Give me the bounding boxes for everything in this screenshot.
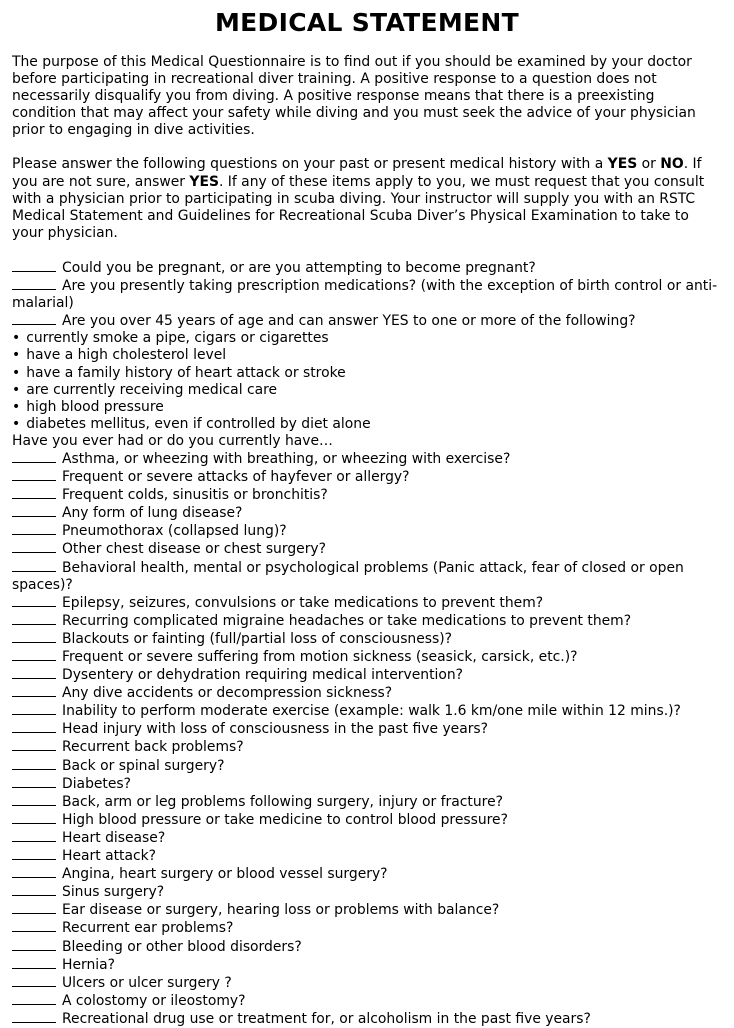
risk-factor-item: • have a family history of heart attack or stroke (12, 365, 722, 382)
question-text: Dysentery or dehydration requiring medical intervention? (62, 667, 464, 684)
question-text: Asthma, or wheezing with breathing, or wheezing with exercise? (62, 450, 511, 467)
question-text: Are you over 45 years of age and can answer YES to one or more of the following? (62, 313, 636, 330)
question-row (12, 811, 722, 829)
answer-blank[interactable] (12, 919, 56, 932)
question-row (12, 468, 722, 486)
answer-blank[interactable] (12, 992, 56, 1005)
question-text: High blood pressure or take medicine to control blood pressure? (62, 811, 508, 828)
question-row (12, 992, 722, 1010)
question-row (12, 594, 722, 612)
answer-blank[interactable] (12, 702, 56, 715)
risk-factor-item: • have a high cholesterol level (12, 347, 722, 364)
answer-blank[interactable] (12, 522, 56, 535)
question-text: A colostomy or ileostomy? (62, 992, 246, 1009)
instructions-or: or (637, 156, 661, 173)
question-row (12, 738, 722, 756)
question-text: Recurrent ear problems? (62, 920, 234, 937)
answer-blank[interactable] (12, 630, 56, 643)
question-row (12, 702, 722, 720)
answer-blank[interactable] (12, 883, 56, 896)
question-row (12, 1010, 722, 1028)
answer-blank[interactable] (12, 666, 56, 679)
answer-blank[interactable] (12, 450, 56, 463)
answer-blank[interactable] (12, 938, 56, 951)
instructions-paragraph (12, 156, 722, 241)
question-text: Back, arm or leg problems following surgery, injury or fracture? (62, 793, 503, 810)
answer-blank[interactable] (12, 974, 56, 987)
history-heading: Have you ever had or do you currently have… (12, 432, 333, 449)
answer-blank[interactable] (12, 811, 56, 824)
question-text: Epilepsy, seizures, convulsions or take medications to prevent them? (62, 594, 544, 611)
page-title: MEDICAL STATEMENT (214, 8, 520, 37)
question-text: Pneumothorax (collapsed lung)? (62, 523, 287, 540)
answer-blank[interactable] (12, 312, 56, 325)
question-row (12, 865, 722, 883)
question-row (12, 757, 722, 775)
answer-blank[interactable] (12, 793, 56, 806)
question-list (12, 259, 722, 1028)
question-row (12, 793, 722, 811)
question-row (12, 666, 722, 684)
no-label: NO (660, 156, 684, 173)
question-row (12, 312, 722, 330)
question-text: Heart attack? (62, 848, 157, 865)
question-text: Recurrent back problems? (62, 739, 244, 756)
question-row (12, 277, 722, 312)
question-text: Sinus surgery? (62, 884, 165, 901)
answer-blank[interactable] (12, 540, 56, 553)
answer-blank[interactable] (12, 1010, 56, 1023)
question-text: Blackouts or fainting (full/partial loss of consciousness)? (62, 630, 453, 647)
question-row (12, 775, 722, 793)
answer-blank[interactable] (12, 277, 56, 290)
question-text: Are you presently taking prescription medications? (with the exception of birth control or anti-malarial) (12, 278, 718, 312)
instructions-text-1: Please answer the following questions on your past or present medical history with a (12, 156, 608, 173)
question-row (12, 847, 722, 865)
question-row (12, 259, 722, 277)
answer-blank[interactable] (12, 865, 56, 878)
answer-blank[interactable] (12, 648, 56, 661)
answer-blank[interactable] (12, 847, 56, 860)
answer-blank[interactable] (12, 738, 56, 751)
question-row (12, 522, 722, 540)
question-row (12, 684, 722, 702)
question-text: Recreational drug use or treatment for, or alcoholism in the past five years? (62, 1010, 591, 1027)
question-text: Bleeding or other blood disorders? (62, 938, 302, 955)
answer-blank[interactable] (12, 486, 56, 499)
question-row (12, 540, 722, 558)
question-row (12, 956, 722, 974)
question-text: Could you be pregnant, or are you attempting to become pregnant? (62, 259, 536, 276)
question-row (12, 648, 722, 666)
instructions-text-2: . If you are not sure, answer (12, 156, 702, 190)
answer-blank[interactable] (12, 504, 56, 517)
question-text: Any dive accidents or decompression sickness? (62, 685, 393, 702)
answer-blank[interactable] (12, 720, 56, 733)
answer-blank[interactable] (12, 757, 56, 770)
answer-blank[interactable] (12, 956, 56, 969)
question-text: Ulcers or ulcer surgery ? (62, 974, 232, 991)
question-text: Diabetes? (62, 775, 132, 792)
question-text: Angina, heart surgery or blood vessel surgery? (62, 866, 388, 883)
question-row (12, 612, 722, 630)
question-text: Frequent or severe suffering from motion sickness (seasick, carsick, etc.)? (62, 649, 578, 665)
question-text: Inability to perform moderate exercise (example: walk 1.6 km/one mile within 12 mins.)? (62, 703, 681, 720)
question-row (12, 559, 722, 594)
question-row (12, 883, 722, 901)
question-row (12, 486, 722, 504)
question-row (12, 901, 722, 919)
question-text: Any form of lung disease? (62, 505, 243, 522)
answer-blank[interactable] (12, 259, 56, 272)
answer-blank[interactable] (12, 594, 56, 607)
question-text: Other chest disease or chest surgery? (62, 541, 326, 558)
question-text: Recurring complicated migraine headaches or take medications to prevent them? (62, 612, 632, 629)
question-text: Behavioral health, mental or psychological problems (Panic attack, fear of closed or open spaces)? (12, 559, 684, 593)
answer-blank[interactable] (12, 901, 56, 914)
question-text: Heart disease? (62, 829, 166, 846)
question-row (12, 974, 722, 992)
answer-blank[interactable] (12, 829, 56, 842)
answer-blank[interactable] (12, 468, 56, 481)
risk-factor-item: • are currently receiving medical care (12, 382, 722, 399)
questions-group-b (12, 450, 722, 1028)
questions-group-a (12, 259, 722, 330)
question-row (12, 938, 722, 956)
question-text: Back or spinal surgery? (62, 757, 225, 774)
yes-label-2: YES (189, 173, 219, 190)
answer-blank[interactable] (12, 612, 56, 625)
instructions-text-3: . If any of these items apply to you, we must request that you consult with a physician prior to participating in scuba diving. Your instructor will supply you with an RSTC Medical Statement and Guidelines for Recreational Scuba Diver’s Physical Examination to take to your physician. (12, 173, 705, 241)
yes-label: YES (607, 156, 638, 173)
risk-factor-item: • diabetes mellitus, even if controlled by diet alone (12, 416, 722, 433)
question-row (12, 720, 722, 738)
question-row (12, 919, 722, 937)
answer-blank[interactable] (12, 559, 56, 572)
question-text: Hernia? (62, 956, 116, 973)
answer-blank[interactable] (12, 775, 56, 788)
question-row (12, 829, 722, 847)
question-row (12, 630, 722, 648)
question-row (12, 450, 722, 468)
risk-factor-item: • currently smoke a pipe, cigars or cigarettes (12, 330, 722, 347)
risk-factor-list (12, 330, 722, 433)
answer-blank[interactable] (12, 684, 56, 697)
risk-factor-item: • high blood pressure (12, 399, 722, 416)
question-row (12, 504, 722, 522)
question-text: Frequent colds, sinusitis or bronchitis? (62, 487, 328, 504)
question-text: Head injury with loss of consciousness in the past five years? (62, 721, 489, 738)
question-text: Ear disease or surgery, hearing loss or problems with balance? (62, 902, 500, 919)
intro-paragraph: The purpose of this Medical Questionnaire is to find out if you should be examined by your doctor before participating in recreational diver training. A positive response to a question does not necessarily disqualify you from diving. A positive response means that there is a preexisting condition that may affect your safety while diving and you must seek the advice of your physician prior to engaging in dive activities. (12, 54, 696, 139)
question-text: Frequent or severe attacks of hayfever or allergy? (62, 469, 410, 486)
